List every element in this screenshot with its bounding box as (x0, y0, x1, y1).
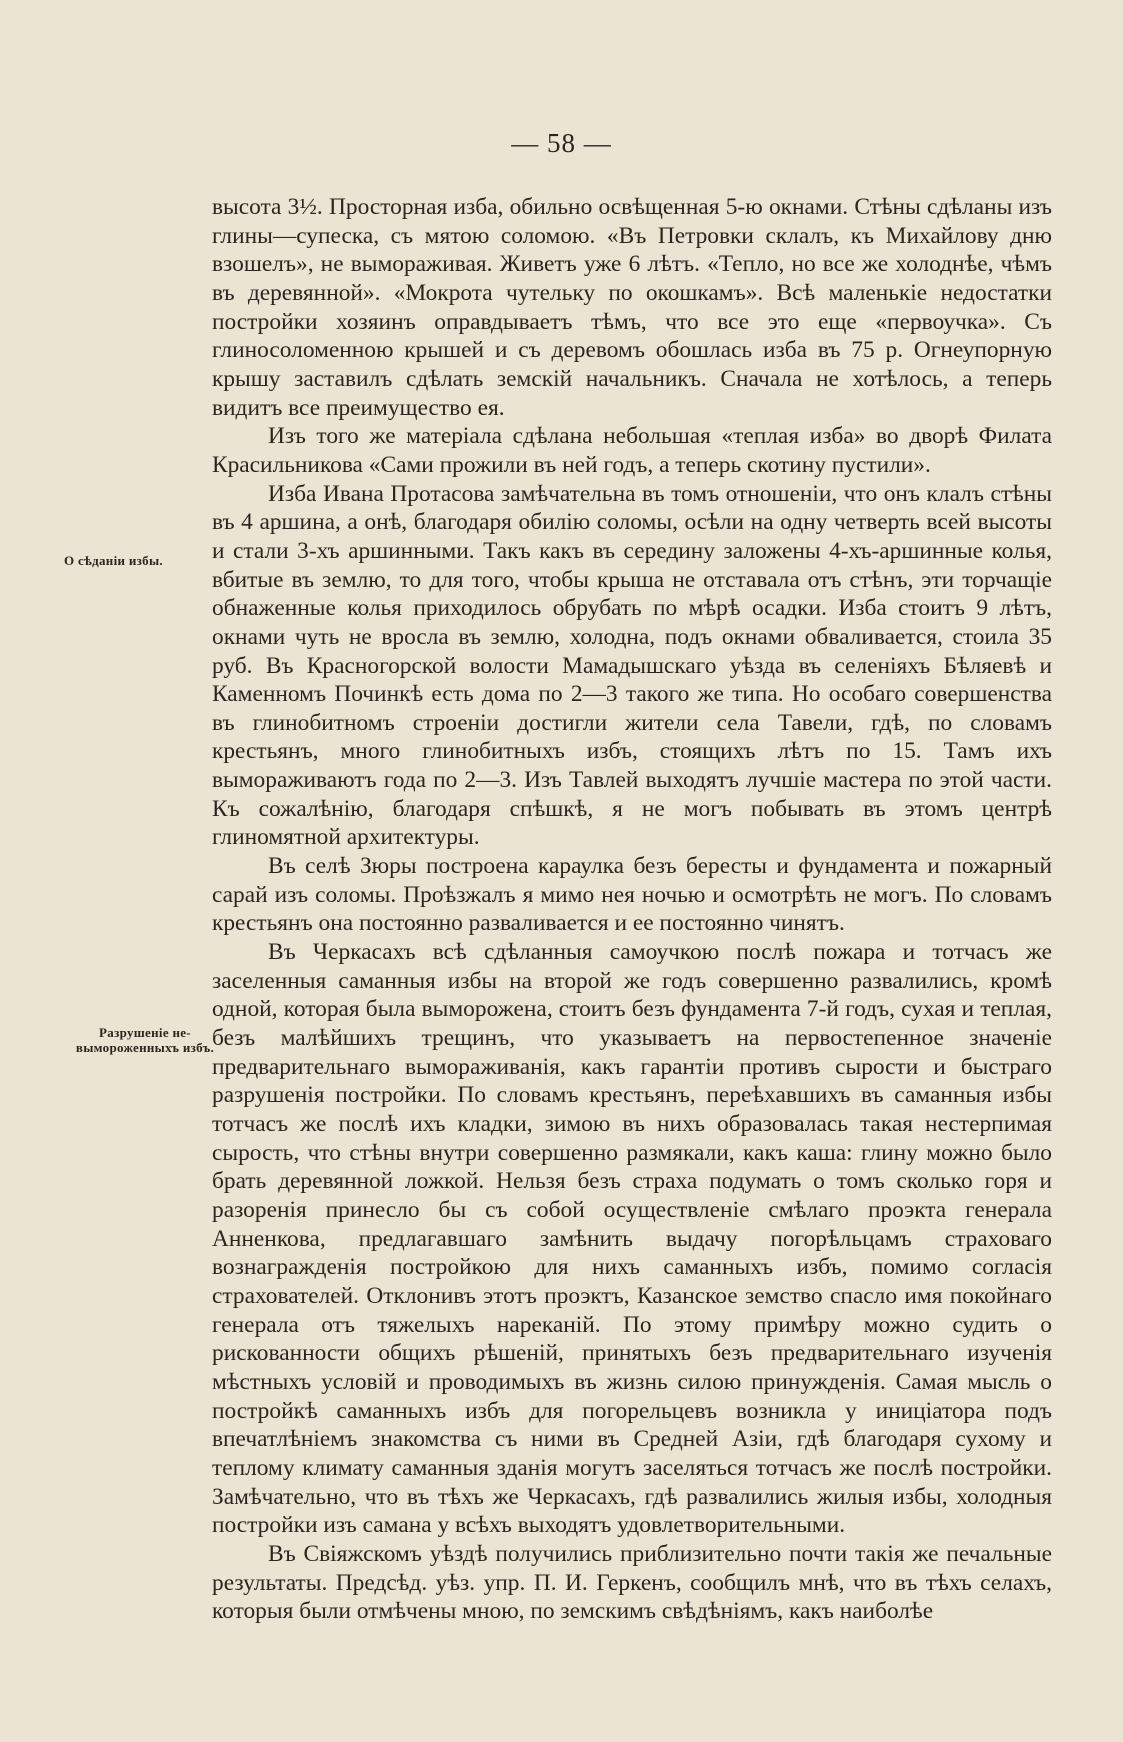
paragraph: Въ Свіяжскомъ уѣздѣ получились приблизительно почти такія же печальные результаты. Предсѣд. уѣз. упр. П. И. Геркенъ, сообщилъ мнѣ, что въ тѣхъ селахъ, которыя были отмѣчены мною, по земскимъ свѣдѣніямъ, какъ наиболѣе (212, 1540, 1052, 1625)
marginal-note: О сѣданіи избы. (64, 553, 163, 568)
body-text (212, 193, 1052, 1626)
paragraph: Изба Ивана Протасова замѣчательна въ томъ отношеніи, что онъ клалъ стѣны въ 4 аршина, а онѣ, благодаря обилію соломы, осѣли на одну четверть всей высоты и стали 3-хъ аршинными. Такъ какъ въ середину заложены 4-хъ-аршинные колья, вбитые въ землю, то для того, чтобы крыша не отставала отъ стѣнъ, эти торчащіе обнаженные колья приходилось обрубать по мѣрѣ осадки. Изба стоитъ 9 лѣтъ, окнами чуть не вросла въ землю, холодна, подъ окнами обваливается, стоила 35 руб. Въ Красногорской волости Мамадышскаго уѣзда въ селеніяхъ Бѣляевѣ и Каменномъ Починкѣ есть дома по 2—3 такого же типа. Но особаго совершенства въ глинобитномъ строеніи достигли жители села Тавели, гдѣ, по словамъ крестьянъ, много глинобитныхъ избъ, стоящихъ лѣтъ по 15. Тамъ ихъ вымораживаютъ года по 2—3. Изъ Тавлей выходятъ лучшіе мастера по этой части. Къ сожалѣнію, благодаря спѣшкѣ, я не могъ побывать въ этомъ центрѣ глиномятной архитектуры. (212, 480, 1052, 851)
page-number: — 58 — (511, 128, 612, 158)
marginal-note: Разрушеніе не-вымороженныхъ избъ. (75, 1025, 215, 1055)
paragraph: высота 3½. Просторная изба, обильно освѣщенная 5-ю окнами. Стѣны сдѣланы изъ глины—супеска, съ мятою соломою. «Въ Петровки склалъ, къ Михайлову дню взошелъ», не вымораживая. Живетъ уже 6 лѣтъ. «Тепло, но все же холоднѣе, чѣмъ въ деревянной». «Мокрота чутельку по окошкамъ». Всѣ маленькіе недостатки постройки хозяинъ оправдываетъ тѣмъ, что все это еще «первоучка». Съ глиносоломенною крышей и съ деревомъ обошлась изба въ 75 р. Огнеупорную крышу заставилъ сдѣлать земскій начальникъ. Сначала не хотѣлось, а теперь видитъ все преимущество ея. (212, 194, 1052, 421)
paragraph: Въ Черкасахъ всѣ сдѣланныя самоучкою послѣ пожара и тотчасъ же заселенныя саманныя избы на второй же годъ совершенно развалились, кромѣ одной, которая была выморожена, стоитъ безъ фундамента 7-й годъ, сухая и теплая, безъ малѣйшихъ трещинъ, что указываетъ на первостепенное значеніе предварительнаго вымораживанія, какъ гарантіи противъ сырости и быстраго разрушенія постройки. По словамъ крестьянъ, переѣхавшихъ въ саманныя избы тотчасъ же послѣ ихъ кладки, зимою въ нихъ образовалась такая нестерпимая сырость, что стѣны внутри совершенно размякали, какъ каша: глину можно было брать деревянной ложкой. Нельзя безъ страха подумать о томъ сколько горя и разоренія принесло бы съ собой осуществленіе смѣлаго проэкта генерала Анненкова, предлагавшаго замѣнить выдачу погорѣльцамъ страховаго вознагражденія постройкою для нихъ саманныхъ избъ, помимо согласія страхователей. Отклонивъ этотъ проэктъ, Казанское земство спасло имя покойнаго генерала отъ тяжелыхъ нареканій. По этому примѣру можно судить о рискованности общихъ рѣшеній, принятыхъ безъ предварительнаго изученія мѣстныхъ условій и проводимыхъ въ жизнь силою принужденія. Самая мысль о постройкѣ саманныхъ избъ для погорельцевъ возникла у иниціатора подъ впечатлѣніемъ знакомства съ ними въ Средней Азіи, гдѣ благодаря сухому и теплому климату саманныя зданія могутъ заселяться тотчасъ же послѣ постройки. Замѣчательно, что въ тѣхъ же Черкасахъ, гдѣ развалились жилыя избы, холодныя постройки изъ самана у всѣхъ выходятъ удовлетворительными. (212, 939, 1052, 1539)
paragraph: Въ селѣ Зюры построена караулка безъ бересты и фундамента и пожарный сарай изъ соломы. Проѣзжалъ я мимо нея ночью и осмотрѣть не могъ. По словамъ крестьянъ она постоянно разваливается и ее постоянно чинятъ. (212, 853, 1052, 937)
paragraph: Изъ того же матеріала сдѣлана небольшая «теплая изба» во дворѣ Филата Красильникова «Сами прожили въ ней годъ, а теперь скотину пустили». (212, 423, 1052, 478)
